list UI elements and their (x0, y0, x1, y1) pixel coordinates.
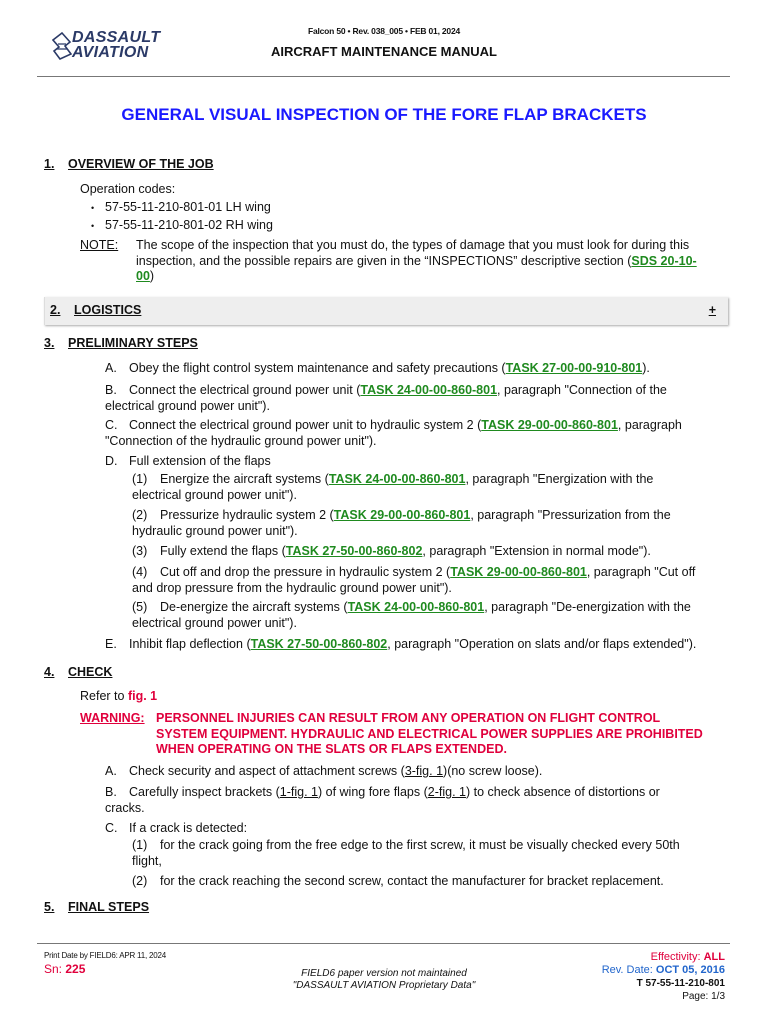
refer-line: Refer to fig. 1 (80, 689, 158, 703)
section-preliminary-heading (44, 336, 198, 350)
page-title: GENERAL VISUAL INSPECTION OF THE FORE FLAP BRACKETS (121, 105, 647, 124)
effectivity: Effectivity: ALL (650, 951, 725, 963)
sds-link[interactable]: SDS 20-10- (631, 253, 697, 268)
check-a: A. Check security and aspect of attachment screws (3-fig. 1)(no screw loose). (105, 764, 543, 778)
note-line1: The scope of the inspection that you must do, the types of damage that you must look for during this (136, 238, 690, 252)
task-link[interactable]: TASK 29-00-00-860-801 (450, 565, 587, 579)
step-d2: (2) Pressurize hydraulic system 2 (TASK 29-00-00-860-801, paragraph "Pressurization from the hydraulic ground power unit"). (132, 508, 671, 538)
revision-line: Falcon 50 • Rev. 038_005 • FEB 01, 2024 (307, 26, 461, 36)
note-line3: 00) (136, 269, 155, 283)
print-date: Print Date by FIELD6: APR 11, 2024 (44, 951, 167, 960)
task-link[interactable]: TASK 27-50-00-860-802 (285, 544, 423, 558)
check-c1: (1) for the crack going from the free edge to the first screw, it must be visually checked every 50th flight, (132, 838, 680, 868)
section-number: 2. (50, 303, 61, 317)
figure-ref[interactable]: 2-fig. 1 (427, 785, 466, 799)
proprietary-notice: FIELD6 paper version not maintained "DASSAULT AVIATION Proprietary Data" (292, 968, 476, 991)
step-a: A. Obey the flight control system maintenance and safety precautions (TASK 27-00-00-910-801). (105, 361, 650, 375)
figure-ref[interactable]: 1-fig. 1 (279, 785, 318, 799)
section-final-heading (44, 900, 149, 914)
section-title: LOGISTICS (74, 303, 142, 317)
task-link[interactable]: TASK 29-00-00-860-801 (333, 508, 471, 522)
section-title: CHECK (68, 665, 113, 679)
note-line2: inspection, and the possible repairs are given in the “INSPECTIONS” descriptive section (SDS 20-10- (136, 253, 697, 268)
check-c2: (2) for the crack reaching the second screw, contact the manufacturer for bracket replacement. (132, 874, 664, 888)
warning-text: PERSONNEL INJURIES CAN RESULT FROM ANY OPERATION ON FLIGHT CONTROL SYSTEM EQUIPMENT. HYDRAULIC AND ELECTRICAL POWER SUPPLIES ARE PROHIBITED WHEN OPERATING ON THE SLATS OR FLAPS EXTENDED. (156, 711, 703, 756)
figure-link[interactable]: fig. 1 (127, 689, 158, 703)
check-b: B. Carefully inspect brackets (1-fig. 1) of wing fore flaps (2-fig. 1) to check absence of distortions or cracks. (105, 785, 660, 815)
step-d3: (3) Fully extend the flaps (TASK 27-50-00-860-802, paragraph "Extension in normal mode"). (132, 544, 651, 558)
section-title: FINAL STEPS (68, 900, 150, 914)
step-b: B. Connect the electrical ground power unit (TASK 24-00-00-860-801, paragraph "Connection of the electrical ground power unit"). (105, 383, 667, 413)
step-d1: (1) Energize the aircraft systems (TASK 24-00-00-860-801, paragraph "Energization with the electrical ground power unit"). (132, 472, 654, 502)
sds-link-cont[interactable]: 00 (136, 269, 150, 283)
step-d: D. Full extension of the flaps (105, 454, 271, 468)
opcode-lh: • 57-55-11-210-801-01 LH wing (105, 200, 271, 216)
task-link[interactable]: TASK 29-00-00-860-801 (481, 418, 618, 432)
warning-label: WARNING: (80, 711, 145, 725)
task-link[interactable]: TASK 24-00-00-860-801 (347, 600, 485, 614)
task-link[interactable]: TASK 27-00-00-910-801 (505, 361, 643, 375)
step-e: E. Inhibit flap deflection (TASK 27-50-00-860-802, paragraph "Operation on slats and/or flaps extended"). (105, 637, 697, 651)
footer-divider (37, 943, 730, 944)
section-title: PRELIMINARY STEPS (68, 336, 198, 350)
page-number: Page: 1/3 (682, 991, 725, 1002)
header-divider (37, 76, 730, 77)
section-number: 5. (44, 900, 55, 914)
revision-date: Rev. Date: OCT 05, 2016 (601, 964, 725, 976)
section-title: OVERVIEW OF THE JOB (68, 157, 214, 171)
logo-line2: AVIATION (72, 44, 149, 61)
task-link[interactable]: TASK 24-00-00-860-801 (328, 472, 466, 486)
section-check-heading (44, 665, 112, 679)
footer-right (602, 951, 725, 1003)
step-c: C. Connect the electrical ground power unit to hydraulic system 2 (TASK 29-00-00-860-801, paragraph "Connection of the hydraulic ground power unit"). (105, 418, 682, 448)
check-c: C. If a crack is detected: (105, 821, 248, 835)
section-number: 1. (44, 157, 55, 171)
manual-title: AIRCRAFT MAINTENANCE MANUAL (270, 44, 498, 59)
note-label: NOTE: (80, 238, 119, 252)
task-link[interactable]: TASK 27-50-00-860-802 (250, 637, 388, 651)
note-text (136, 238, 736, 285)
section-overview-heading (44, 157, 214, 171)
opcode-rh: • 57-55-11-210-801-02 RH wing (105, 218, 273, 234)
opcodes-label: Operation codes: (80, 182, 176, 196)
step-d4: (4) Cut off and drop the pressure in hydraulic system 2 (TASK 29-00-00-860-801, paragraph "Cut off and drop pressure from the hydraulic ground power unit"). (132, 565, 696, 595)
step-d5: (5) De-energize the aircraft systems (TASK 24-00-00-860-801, paragraph "De-energization with the electrical ground power unit"). (132, 600, 691, 630)
task-id: T 57-55-11-210-801 (636, 978, 725, 989)
task-link[interactable]: TASK 24-00-00-860-801 (360, 383, 498, 397)
section-number: 3. (44, 336, 55, 350)
logo-line1: DASSAULT (72, 29, 161, 46)
logistics-collapsible[interactable] (44, 297, 728, 325)
section-number: 4. (44, 665, 55, 679)
expand-toggle[interactable]: + (708, 303, 716, 317)
serial-number: Sn: 225 (44, 962, 86, 976)
figure-ref[interactable]: 3-fig. 1 (404, 764, 444, 778)
